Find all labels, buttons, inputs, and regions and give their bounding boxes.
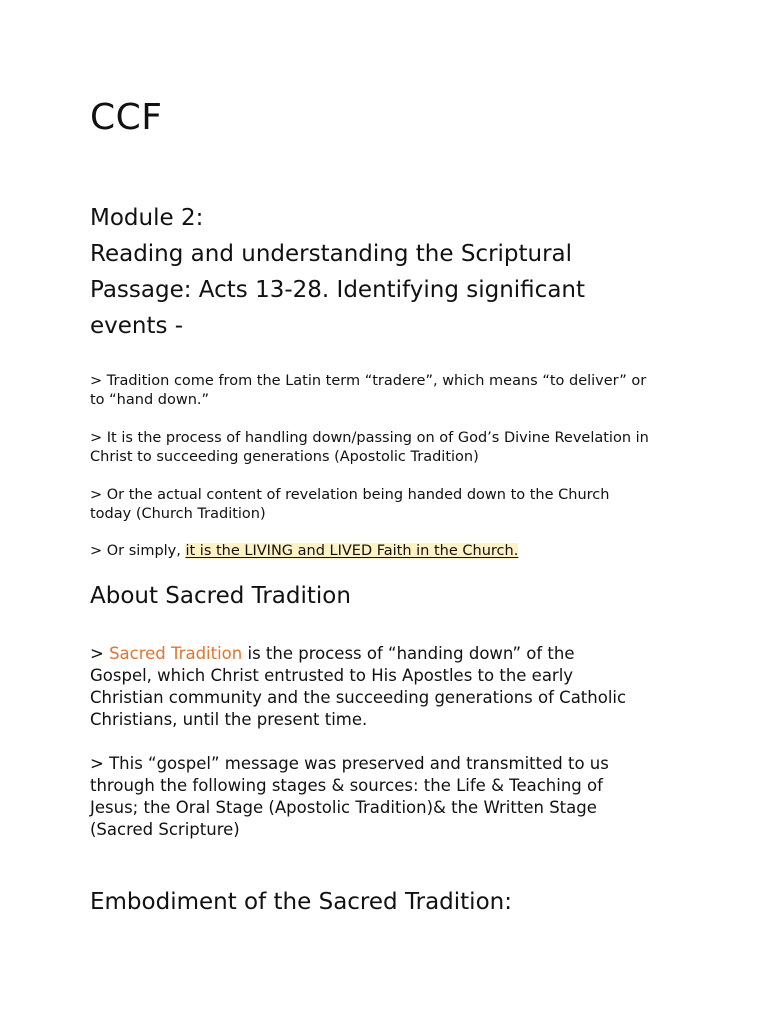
bullet-tradition-process xyxy=(90,429,690,467)
module-line: Module 2: xyxy=(90,205,204,231)
highlighted-text: it is the LIVING and LIVED Faith in the Church. xyxy=(185,543,519,559)
paragraph-line: Gospel, which Christ entrusted to His Apostles to the early xyxy=(90,666,574,685)
paragraph-text: is the process of “handing down” of the xyxy=(242,644,575,663)
bullet-prefix: > Or simply, xyxy=(90,543,186,559)
bullet-line: > It is the process of handling down/passing on of God’s Divine Revelation in xyxy=(90,430,649,446)
paragraph-line: Christians, until the present time. xyxy=(90,710,368,729)
paragraph-line: through the following stages & sources: the Life & Teaching of xyxy=(90,776,603,795)
bullet-line: today (Church Tradition) xyxy=(90,506,266,522)
paragraph-line: Jesus; the Oral Stage (Apostolic Tradition)& the Written Stage xyxy=(90,798,597,817)
bullet-line: > Or the actual content of revelation being handed down to the Church xyxy=(90,487,610,503)
paragraph-line: (Sacred Scripture) xyxy=(90,820,240,839)
paragraph-line xyxy=(90,643,690,665)
gospel-transmission-paragraph xyxy=(90,753,690,841)
module-heading xyxy=(90,200,690,344)
module-line: events - xyxy=(90,313,184,339)
bullet-tradition-origin xyxy=(90,372,690,410)
bullet-tradition-simply xyxy=(90,542,690,561)
paragraph-prefix: > xyxy=(90,644,110,663)
sacred-tradition-definition xyxy=(90,643,690,731)
module-line: Passage: Acts 13-28. Identifying significant xyxy=(90,277,586,303)
sacred-tradition-term: Sacred Tradition xyxy=(109,644,243,663)
document-title: CCF xyxy=(90,97,163,138)
section-heading-embodiment: Embodiment of the Sacred Tradition: xyxy=(90,889,512,915)
bullet-line: Christ to succeeding generations (Apostolic Tradition) xyxy=(90,449,479,465)
section-heading-about-sacred-tradition: About Sacred Tradition xyxy=(90,583,351,609)
bullet-line: > Tradition come from the Latin term “tradere”, which means “to deliver” or xyxy=(90,373,647,389)
module-line: Reading and understanding the Scriptural xyxy=(90,241,573,267)
bullet-line: to “hand down.” xyxy=(90,392,210,408)
bullet-tradition-content xyxy=(90,486,690,524)
bullet-line xyxy=(90,542,690,561)
paragraph-line: Christian community and the succeeding generations of Catholic xyxy=(90,688,627,707)
paragraph-line: > This “gospel” message was preserved and transmitted to us xyxy=(90,754,609,773)
